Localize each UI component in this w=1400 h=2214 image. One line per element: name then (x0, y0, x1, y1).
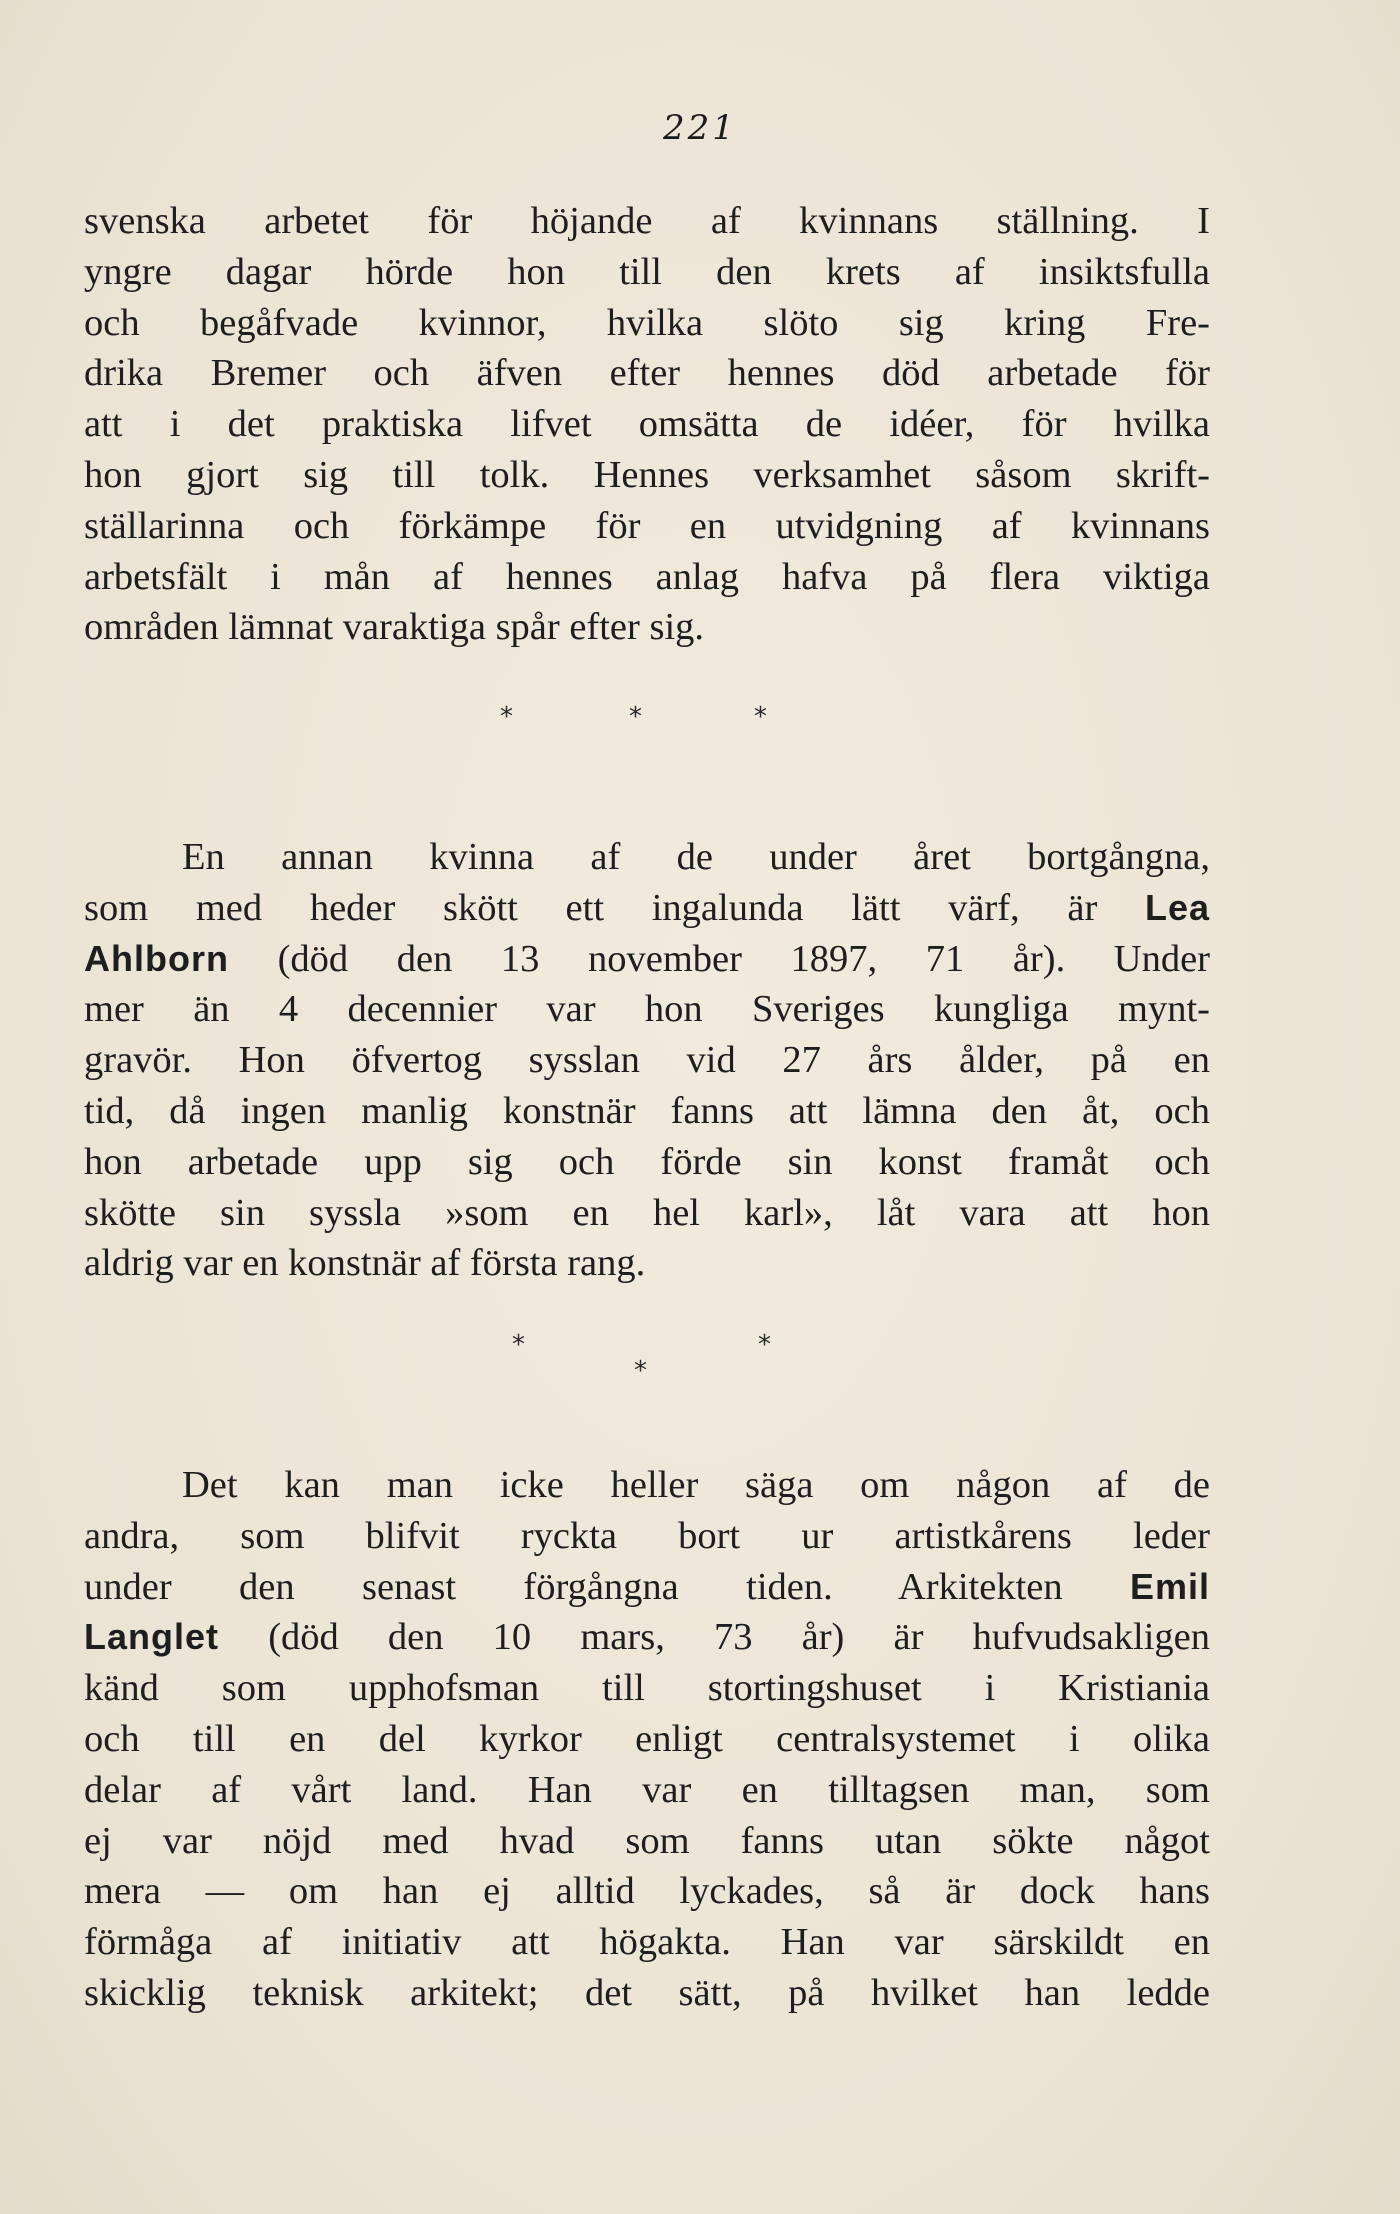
text-line: Det kan man icke heller säga om någon af de (182, 1464, 1210, 1506)
text-line: gravör. Hon öfvertog sysslan vid 27 års ålder, på en (84, 1039, 1210, 1082)
text-line (84, 934, 1210, 985)
asterisk: * (500, 702, 513, 732)
person-name: Langlet (84, 1616, 220, 1658)
text-line: En annan kvinna af de under året bortgångna, (182, 836, 1210, 878)
text-line: svenska arbetet för höjande af kvinnans ställning. I (84, 200, 1210, 242)
text-line: skötte sin syssla »som en hel karl», låt vara att hon (84, 1191, 1210, 1234)
person-name: Ahlborn (84, 937, 229, 979)
text-line: aldrig var en konstnär af första rang. (84, 1242, 646, 1285)
text-line: att i det praktiska lifvet omsätta de idéer, för hvilka (84, 403, 1210, 446)
paragraph-women-movement (84, 196, 1210, 653)
text-line: skicklig teknisk arkitekt; det sätt, på hvilket han ledde (84, 1971, 1210, 2014)
page-number: 221 (663, 108, 737, 148)
text-line: och till en del kyrkor enligt centralsystemet i olika (84, 1717, 1210, 1760)
person-name: Emil (1129, 1565, 1210, 1607)
text-line (84, 883, 1210, 934)
text-line: hon gjort sig till tolk. Hennes verksamhet såsom skrift- (84, 453, 1210, 496)
text-line: arbetsfält i mån af hennes anlag hafva på flera viktiga (84, 555, 1210, 598)
text-line: delar af vårt land. Han var en tilltagsen man, som (84, 1768, 1210, 1811)
text-segment: (död den 10 mars, 73 år) är hufvudsakligen (268, 1616, 1210, 1659)
text-line: andra, som blifvit ryckta bort ur artistkårens leder (84, 1514, 1210, 1557)
text-line: mer än 4 decennier var hon Sveriges kungliga mynt- (84, 988, 1210, 1031)
text-line (84, 1562, 1210, 1613)
text-line (84, 1612, 1210, 1663)
text-line: områden lämnat varaktiga spår efter sig. (84, 606, 705, 649)
text-segment: som med heder skött ett ingalunda lätt värf, är (84, 886, 1098, 929)
text-line: ställarinna och förkämpe för en utvidgning af kvinnans (84, 504, 1210, 547)
text-line: förmåga af initiativ att högakta. Han var särskildt en (84, 1921, 1210, 1964)
text-segment: under den senast förgångna tiden. Arkitekten (84, 1565, 1063, 1608)
text-line: yngre dagar hörde hon till den krets af insiktsfulla (84, 250, 1210, 293)
asterisk: * (758, 1330, 771, 1360)
paragraph-emil-langlet (84, 1460, 1210, 2019)
paragraph-lea-ahlborn (84, 832, 1210, 1289)
asterisk: * (754, 702, 767, 732)
text-line: känd som upphofsman till stortingshuset i Kristiania (84, 1667, 1210, 1710)
text-line: tid, då ingen manlig konstnär fanns att lämna den åt, och (84, 1089, 1210, 1132)
text-line: mera — om han ej alltid lyckades, så är dock hans (84, 1870, 1210, 1913)
text-line: och begåfvade kvinnor, hvilka slöto sig kring Fre- (84, 301, 1210, 344)
text-segment: (död den 13 november 1897, 71 år). Under (277, 937, 1210, 980)
text-line: hon arbetade upp sig och förde sin konst framåt och (84, 1140, 1210, 1183)
asterisk: * (634, 1356, 647, 1386)
person-name: Lea (1144, 886, 1210, 928)
asterisk: * (629, 702, 642, 732)
text-line: drika Bremer och äfven efter hennes död arbetade för (84, 352, 1210, 395)
text-line: ej var nöjd med hvad som fanns utan sökte något (84, 1819, 1210, 1862)
asterisk: * (512, 1330, 525, 1360)
